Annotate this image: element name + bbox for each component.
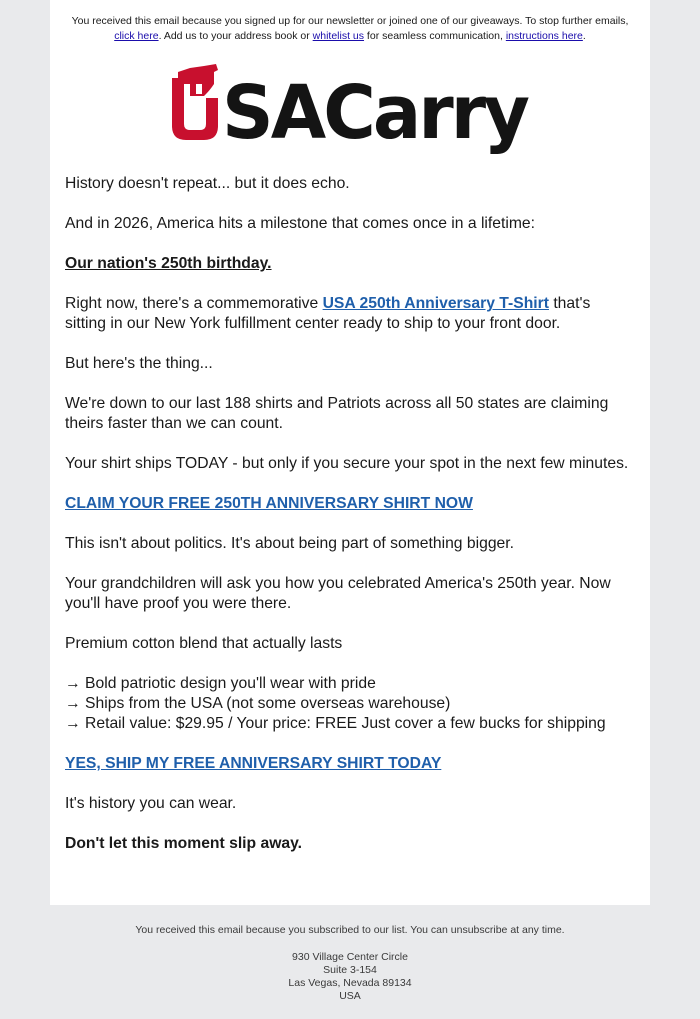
paragraph: We're down to our last 188 shirts and Patriots across all 50 states are claiming theirs faster than we can count.: [65, 395, 609, 432]
click-here-link[interactable]: click here: [114, 30, 159, 42]
address-line: Las Vegas, Nevada 89134: [288, 977, 412, 989]
preheader-text: for seamless communication,: [364, 30, 506, 42]
preheader-text: .: [582, 30, 586, 42]
bullet-item: → Ships from the USA (not some overseas warehouse): [65, 695, 451, 712]
paragraph: This isn't about politics. It's about being part of something bigger.: [65, 535, 514, 552]
paragraph: Premium cotton blend that actually lasts: [65, 635, 343, 652]
cta-paragraph: [65, 754, 635, 774]
logo-u-gun-icon: [172, 64, 218, 140]
paragraph: Your shirt ships TODAY - but only if you secure your spot in the next few minutes.: [65, 455, 629, 472]
paragraph-text: that's sitting in our New York fulfillment center ready to ship to your front door.: [65, 295, 591, 332]
paragraph: [65, 294, 635, 334]
logo-wordmark: SACarry: [222, 70, 529, 154]
preheader-text: You received this email because you signed up for our newsletter or joined one of our giveaways. To stop further emails,: [71, 15, 629, 27]
address-line: Suite 3-154: [323, 964, 377, 976]
footer-address: [0, 951, 700, 1003]
paragraph: But here's the thing...: [65, 355, 213, 372]
address-line: 930 Village Center Circle: [292, 951, 408, 963]
paragraph: Your grandchildren will ask you how you celebrated America's 250th year. Now you'll have proof you were there.: [65, 575, 611, 612]
product-link[interactable]: USA 250th Anniversary T-Shirt: [322, 295, 549, 312]
whitelist-us-link[interactable]: whitelist us: [312, 30, 365, 42]
bullet-item: → Retail value: $29.95 / Your price: FREE Just cover a few bucks for shipping: [65, 715, 606, 732]
closing-line: Don't let this moment slip away.: [65, 835, 303, 852]
bullet-item: → Bold patriotic design you'll wear with pride: [65, 675, 376, 692]
footer: [0, 924, 700, 1003]
paragraph: And in 2026, America hits a milestone that comes once in a lifetime:: [65, 215, 535, 232]
paragraph: History doesn't repeat... but it does echo.: [65, 175, 350, 192]
usacarry-logo: [170, 64, 530, 154]
footer-notice: You received this email because you subscribed to our list. You can unsubscribe at any time.: [135, 924, 565, 936]
instructions-here-link[interactable]: instructions here: [505, 30, 583, 42]
address-line: USA: [339, 990, 361, 1002]
claim-shirt-link[interactable]: CLAIM YOUR FREE 250TH ANNIVERSARY SHIRT NOW: [65, 495, 473, 512]
paragraph-text: Right now, there's a commemorative: [65, 295, 323, 312]
cta-paragraph: [65, 494, 635, 514]
preheader: [68, 14, 632, 44]
preheader-text: . Add us to your address book or: [158, 30, 313, 42]
ship-shirt-link[interactable]: YES, SHIP MY FREE ANNIVERSARY SHIRT TODAY: [65, 755, 442, 772]
paragraph: It's history you can wear.: [65, 795, 237, 812]
email-body: [65, 174, 635, 874]
email-card: [50, 0, 650, 905]
section-heading: Our nation's 250th birthday.: [65, 255, 272, 272]
